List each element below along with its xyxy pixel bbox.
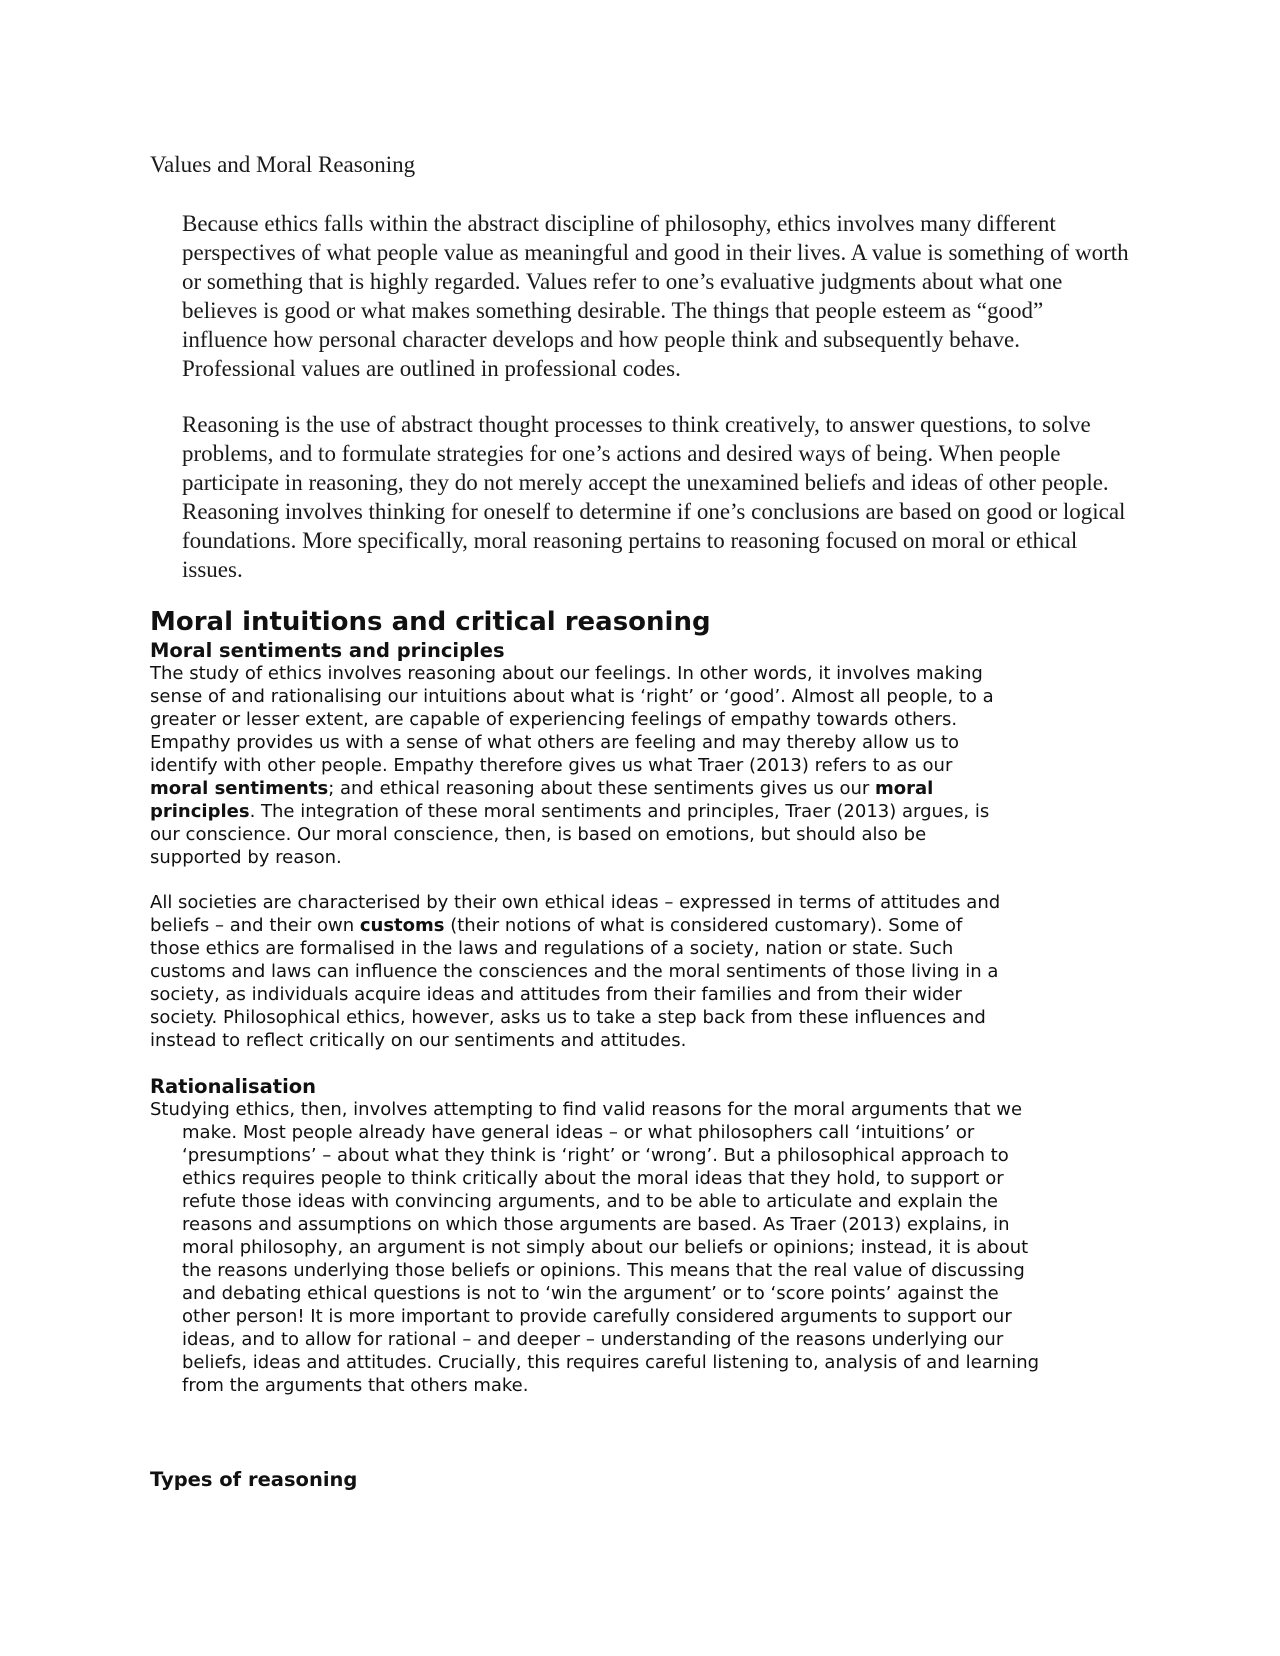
section-heading: Moral intuitions and critical reasoning xyxy=(150,607,711,637)
text-segment: (their notions of what is considered customary). Some of those ethics are formalised in the laws and regulations of a society, nation or state. Such customs and laws can influence the consciences and the moral sentiments of those living in a society, as individuals acquire ideas and attitudes from their families and from their wider society. Philosophical ethics, however, asks us to take a step back from these influences and instead to reflect critically on our sentiments and attitudes. xyxy=(150,915,999,1051)
paragraph-moral-sentiments xyxy=(150,662,1010,869)
text-segment: All societies are characterised by their own ethical ideas – expressed in terms of attitudes and beliefs – and their own xyxy=(150,892,1001,936)
subheading-types-of-reasoning: Types of reasoning xyxy=(150,1468,358,1491)
bold-term-moral-sentiments: moral sentiments xyxy=(150,778,329,799)
bold-term-customs: customs xyxy=(359,915,445,936)
intro-paragraph-reasoning: Reasoning is the use of abstract thought processes to think creatively, to answer questions, to solve problems, and to formulate strategies for one’s actions and desired ways of being. When people participate in reasoning, they do not merely accept the unexamined beliefs and ideas of other people. Reasoning involves thinking for oneself to determine if one’s conclusions are based on good or logical foundations. More specifically, moral reasoning pertains to reasoning focused on moral or ethical issues. xyxy=(182,412,1126,582)
subheading-moral-sentiments: Moral sentiments and principles xyxy=(150,639,505,662)
bold-term-moral-principles: moral principles xyxy=(150,778,934,822)
document-title: Values and Moral Reasoning xyxy=(150,152,416,177)
text-segment: ; and ethical reasoning about these sentiments gives us our xyxy=(328,778,875,799)
subheading-rationalisation: Rationalisation xyxy=(150,1075,317,1098)
paragraph-customs xyxy=(150,891,1010,1052)
intro-paragraph-values: Because ethics falls within the abstract discipline of philosophy, ethics involves many different perspectives of what people value as meaningful and good in their lives. A value is something of worth or something that is highly regarded. Values refer to one’s evaluative judgments about what one believes is good or what makes something desirable. The things that people esteem as “good” influence how personal character develops and how people think and subsequently behave. Professional values are outlined in professional codes. xyxy=(182,211,1129,381)
text-segment: The study of ethics involves reasoning about our feelings. In other words, it involves making sense of and rationalising our intuitions about what is ‘right’ or ‘good’. Almost all people, to a greater or lesser extent, are capable of experiencing feelings of empathy towards others. Empathy provides us with a sense of what others are feeling and may thereby allow us to identify with other people. Empathy therefore gives us what Traer (2013) refers to as our xyxy=(150,663,994,776)
text-segment: . The integration of these moral sentiments and principles, Traer (2013) argues, is our conscience. Our moral conscience, then, is based on emotions, but should also be supported by reason. xyxy=(150,801,990,868)
paragraph-rationalisation: Studying ethics, then, involves attempting to find valid reasons for the moral arguments that we make. Most people already have general ideas – or what philosophers call ‘intuitions’ or ‘presumptions’ – about what they think is ‘right’ or ‘wrong’. But a philosophical approach to ethics requires people to think critically about the moral ideas that they hold, to support or refute those ideas with convincing arguments, and to be able to articulate and explain the reasons and assumptions on which those arguments are based. As Traer (2013) explains, in moral philosophy, an argument is not simply about our beliefs or opinions; instead, it is about the reasons underlying those beliefs or opinions. This means that the real value of discussing and debating ethical questions is not to ‘win the argument’ or to ‘score points’ against the other person! It is more important to provide carefully considered arguments to support our ideas, and to allow for rational – and deeper – understanding of the reasons underlying our beliefs, ideas and attitudes. Crucially, this requires careful listening to, analysis of and learning from the arguments that others make. xyxy=(150,1099,1040,1396)
